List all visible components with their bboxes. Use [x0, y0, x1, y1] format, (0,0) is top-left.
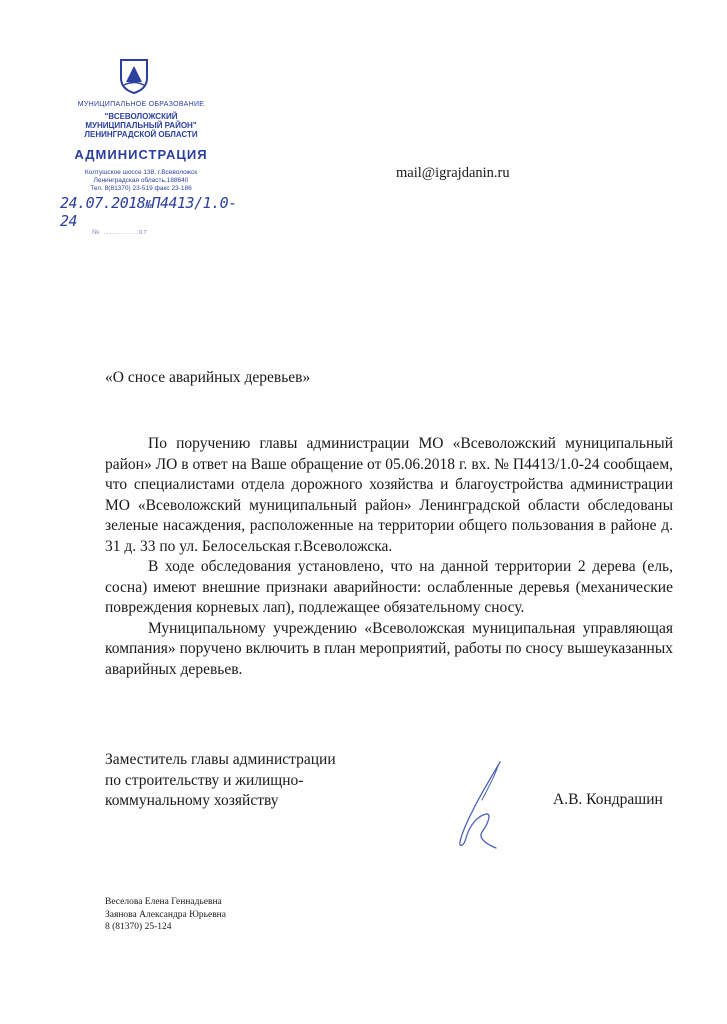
handwritten-signature [452, 758, 522, 850]
letterhead-line-3: МУНИЦИПАЛЬНЫЙ РАЙОН" [85, 121, 197, 130]
body-paragraph-3: Муниципальному учреждению «Всеволожская муниципальная управляющая компания» поручено включить в план мероприятий, работы по сносу вышеуказанных аварийных деревьев. [105, 619, 673, 678]
letterhead-title: АДМИНИСТРАЦИЯ [74, 147, 208, 162]
letterhead-address-1: Колтушское шоссе 138, г.Всеволожск [84, 169, 198, 176]
signer-position-line-3: коммунальному хозяйству [105, 792, 279, 809]
letterhead-line-2: "ВСЕВОЛОЖСКИЙ [104, 112, 178, 121]
recipient-email: mail@igrajdanin.ru [396, 165, 510, 181]
letter-body [105, 434, 673, 680]
registration-date: 24.07.2018 [60, 194, 146, 212]
executor-2: Заянова Александра Юрьевна [105, 909, 226, 920]
executor-1: Веселова Елена Геннадьевна [105, 897, 222, 907]
letterhead-line-4: ЛЕНИНГРАДСКОЙ ОБЛАСТИ [84, 130, 198, 139]
executor-phone: 8 (81370) 25-124 [105, 922, 172, 932]
letter-subject: «О сносе аварийных деревьев» [105, 369, 311, 386]
signer-position-line-1: Заместитель главы администрации [105, 751, 336, 768]
signer-position-line-2: по строительству и жилищно- [105, 771, 304, 789]
registration-number-sign: № [145, 198, 152, 211]
body-paragraph-2: В ходе обследования установлено, что на данной территории 2 дерева (ель, сосна) имеют внешние признаки аварийности: ослабленные деревья (механические повреждения корневых лап), подлежащее обязательному сносу. [105, 558, 673, 616]
registration-number: П4413/1.0-24 [60, 194, 237, 230]
coat-of-arms-icon [119, 58, 149, 94]
signer-name: А.В. Кондрашин [553, 791, 663, 808]
body-paragraph-1: По поручению главы администрации МО «Всеволожский муниципальный район» ЛО в ответ на Ваше обращение от 05.06.2018 г. вх. № П4413/1.0-24 сообщаем, что специалистами отдела дорожного хозяйства и благоустройства администрации МО «Всеволожский муниципальный район» Ленинградской области обследованы зеленые насаждения, расположенные на территории общего пользования в районе д. 31 д. 33 по ул. Белосельская г.Всеволожска. [105, 435, 673, 555]
signer-position [105, 750, 336, 812]
letterhead-line-1: МУНИЦИПАЛЬНОЕ ОБРАЗОВАНИЕ [77, 101, 205, 108]
letterhead-address-2: Ленинградская область,188640 [93, 177, 189, 184]
registration-line [60, 194, 250, 230]
registration-stub: № ............от [92, 229, 148, 236]
letterhead-address [66, 169, 216, 193]
executors-block [105, 896, 226, 934]
letterhead-municipality [66, 112, 216, 139]
letterhead-phone: Тел. 8(81370) 23-519 факс 23-186 [90, 185, 192, 192]
